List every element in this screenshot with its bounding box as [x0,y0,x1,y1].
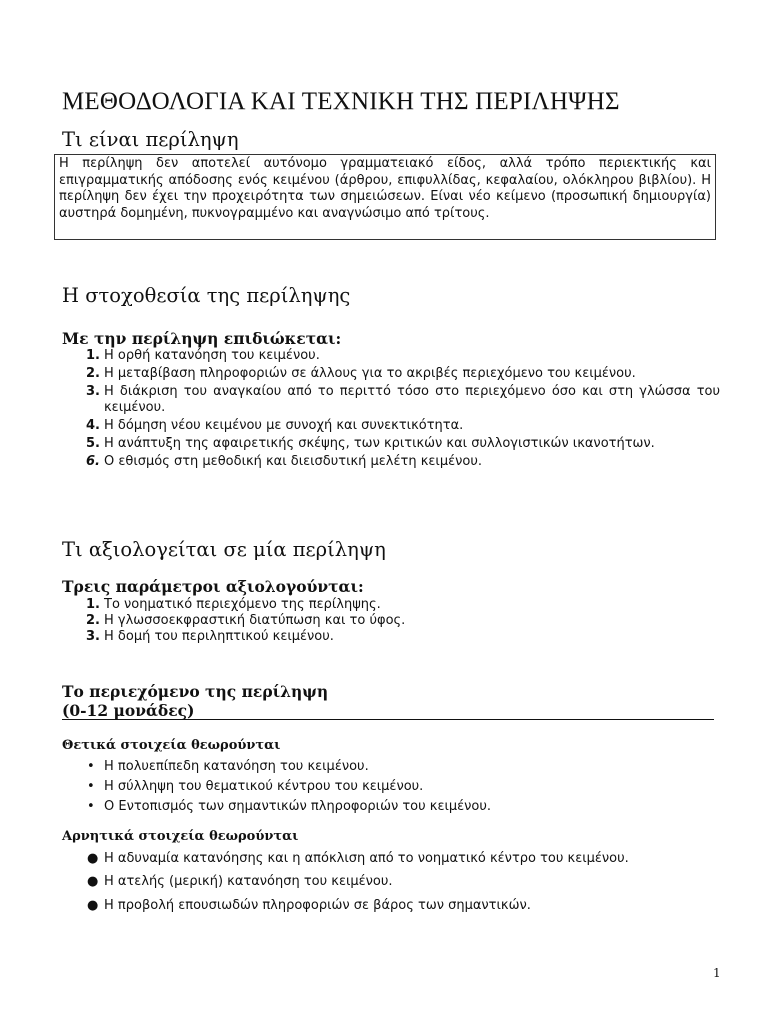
negative-heading: Αρνητικά στοιχεία θεωρούνται [62,829,299,844]
document-title: ΜΕΘΟΔΟΛΟΓΙΑ ΚΑΙ ΤΕΧΝΙΚΗ ΤΗΣ ΠΕΡΙΛΗΨΗΣ [62,88,620,115]
list-item: 2. Η μεταβίβαση πληροφοριών σε άλλους για το ακριβές περιεχόμενο του κειμένου. [86,366,636,381]
list-item: 6. Ο εθισμός στη μεθοδική και διεισδυτική μελέτη κειμένου. [86,454,482,469]
list-item: 1. Η ορθή κατανόηση του κειμένου. [86,348,320,363]
list-item: • Η σύλληψη του θεματικού κέντρου του κειμένου. [62,777,720,797]
heading-underline [62,719,714,720]
list-item: 5. Η ανάπτυξη της αφαιρετικής σκέψης, των κριτικών και συλλογιστικών ικανοτήτων. [86,436,655,451]
positive-heading: Θετικά στοιχεία θεωρούνται [62,738,281,753]
bullet-icon: • [87,779,95,794]
content-heading-line1: Το περιεχόμενο της περίληψη [62,682,329,701]
list-item: 3. Η διάκριση του αναγκαίου από το περιττό τόσο στο περιεχόμενο όσο και στη γλώσσα του κειμένου. [86,384,720,415]
section-heading-goals: Η στοχοθεσία της περίληψης [62,284,351,307]
positive-list [62,757,720,817]
evaluation-list [62,597,720,645]
bullet-icon: ● [87,851,99,866]
list-item: ● Η προβολή επουσιωδών πληροφοριών σε βάρος των σημαντικών. [87,898,531,913]
goals-list [62,348,720,470]
section-heading-evaluation: Τι αξιολογείται σε μία περίληψη [62,538,386,561]
list-item: • Η πολυεπίπεδη κατανόηση του κειμένου. [62,757,720,777]
bullet-icon: • [87,759,95,774]
content-heading [62,682,328,720]
list-item: 2. Η γλωσσοεκφραστική διατύπωση και το ύφος. [86,613,406,628]
list-item: 1. Το νοηματικό περιεχόμενο της περίληψης. [86,597,381,612]
evaluation-subheading: Τρεις παράμετροι αξιολογούνται: [62,577,364,596]
definition-box [54,154,716,240]
definition-text: Η περίληψη δεν αποτελεί αυτόνομο γραμματειακό είδος, αλλά τρόπο περιεκτικής και επιγραμματικής απόδοσης ενός κειμένου (άρθρου, επιφυλλίδας, κεφαλαίου, ολόκληρου βιβλίου). Η περίληψη δεν έχει την προχειρότητα των σημειώσεων. Είναι νέο κείμενο (προσωπική δημιουργία) αυστηρά δομημένη, πυκνογραμμένο και αναγνώσιμο από τρίτους. [59,156,711,221]
list-item: 3. Η δομή του περιληπτικού κειμένου. [86,629,334,644]
page-number: 1 [713,966,721,980]
section-heading-what-is-summary: Τι είναι περίληψη [62,128,239,151]
bullet-icon: ● [87,874,99,889]
bullet-icon: • [87,799,95,814]
negative-list [62,851,720,914]
list-item: 4. Η δόμηση νέου κειμένου με συνοχή και συνεκτικότητα. [86,418,464,433]
bullet-icon: ● [87,898,99,913]
list-item: • Ο Εντοπισμός των σημαντικών πληροφοριών του κειμένου. [62,797,720,817]
content-heading-line2: (0-12 μονάδες) [62,701,195,720]
list-item: ● Η αδυναμία κατανόησης και η απόκλιση από το νοηματικό κέντρο του κειμένου. [87,851,629,866]
list-item: ● Η ατελής (μερική) κατανόηση του κειμένου. [87,874,393,889]
goals-subheading: Με την περίληψη επιδιώκεται: [62,329,342,348]
